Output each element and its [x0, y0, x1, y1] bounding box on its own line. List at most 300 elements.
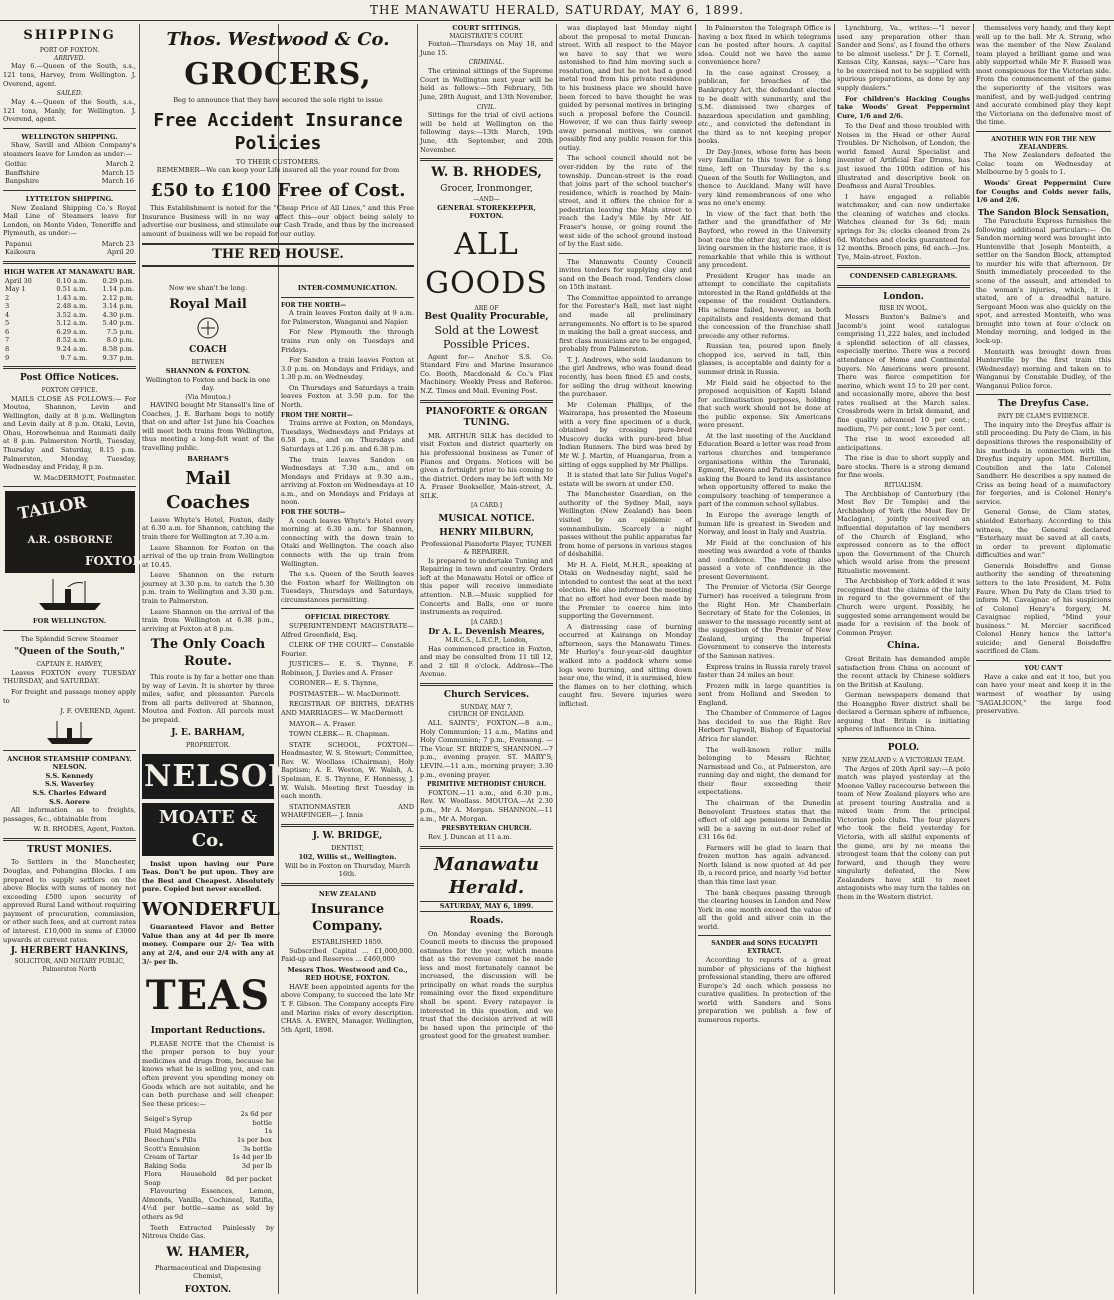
article-paragraph: A distressing case of burning occurred at Kairanga on Monday afternoon, says the Manawatu Times. Mr Hurley's four-year-old daughter walked into a paddock where some logs were burning, and sitting down near one, the wind, it is surmised, blew the flames on to her clothing, which caught fire. Severe injuries were inflicted. — [559, 622, 692, 708]
divider — [976, 131, 1111, 132]
directory-entry: SUPERINTENDENT MAGISTRATE— Alfred Greenfield, Esq. — [281, 621, 414, 639]
tide-date: 2 — [5, 293, 10, 302]
tide-date: 7 — [5, 336, 10, 345]
establishment-text: This Establishment is noted for the "Cheap Price of All Lines," and this Free Insurance Business will in no way affect this—our object being solely to advertise our business, and stimulate our Cash Trade, and thus by the increased amount of business will we be repaid for our outlay. — [142, 204, 414, 238]
tide-row — [3, 311, 136, 320]
coach-advert — [142, 284, 297, 1298]
prices-table — [142, 1110, 274, 1187]
article-paragraph: To the Deaf and those troubled with Noises in the Head or other Aural Troubles. Dr Nicholson, of London, the world famed Aural Specialist and inventor of Artificial Ear Drums, has just issued the 100th edition of his illustrated and descriptive book on Deafness and Aural Troubles. — [837, 122, 970, 191]
tide-row — [3, 294, 136, 303]
sunday-label: SUNDAY, MAY 7. — [460, 703, 513, 711]
article-paragraph: T. J. Andrews, who sold laudanum to the girl Andrews, who was found dead recently, has been fined £5 and costs, for selling the drug without knowing the purchaser. — [559, 355, 692, 399]
divider — [281, 824, 414, 827]
north-item: For New Plymouth the through trains run only on Tuesdays and Fridays. — [281, 328, 414, 354]
tide-date: 6 — [5, 327, 10, 336]
splendid-text: The Splendid Screw Steamer — [20, 634, 119, 643]
ship-date: March 16 — [101, 177, 134, 186]
divider — [837, 738, 970, 739]
only-coach-text: This route is by far a better one than by way of Levin. It is shorter by three miles, safer, and pleasanter. Parcels from all parts delivered at Shannon, Moutoa and Foxton. All parcels must be prepaid. — [142, 673, 274, 724]
grocers-sub: Beg to announce that they have secured the sole right to issue — [173, 96, 383, 105]
article-paragraph: Lynchburg, Va., writes:—"I never used any preparation other than Sander and Sons', as I found the others to be almost useless." Dr J. T. Cornell, Kansas City, Kansas, says:—"Care has to be exercised not to be supplied with spurious preparations, as done by any supply dealers." — [837, 24, 970, 92]
divider — [3, 486, 136, 487]
postmaster-signature: W. MacDERMOTT, Postmaster. — [33, 473, 136, 482]
leave-whytes: Leave Whyte's Hotel, Foxton, daily at 6.30 a.m. for Shannon, catching the train there for Wellington at 7.30 a.m. — [142, 515, 274, 542]
article-paragraph: Mr Field at the conclusion of his meeting was awarded a vote of thanks and confidence. The meeting also passed a vote of confidence in the present Government. — [698, 538, 831, 581]
article-paragraph: Generals Boisdeffre and Gonse authority the sending of threatening letters to the late President, M. Felix Faure. When Du Paty de Clam tried to inform M. Cavaignac of his suspicions of Colonel Henry's forgery, M. Cavaignac replied, "Mind your business." M. Mercier sacrificed Colonel Henry hence the latter's suicide; and General Boisdeffre sacrificed de Clam. — [976, 561, 1111, 656]
article-paragraph: Mr H. A. Field, M.H.R., speaking at Otaki on Wednesday night, said he intended to contest the seat at the next election. He also informed the meeting that no effort had ever been made by the Premier to coerce him into supporting the Government. — [559, 560, 692, 621]
article-paragraph: Farmers will be glad to learn that frozen mutton has again advanced. North Island is now quoted at 4d per lb, a record price, and nearly ½d better than this time last year. — [698, 843, 831, 886]
article-paragraph: The New Zealanders defeated the Colac team on Wednesday at Melbourne by 5 goals to 1. — [976, 151, 1111, 177]
south-item: The s.s. Queen of the South leaves the Foxton wharf for Wellington on Tuesdays, Thursdays and Saturdays, circumstances permitting. — [281, 570, 414, 604]
criminal-text: The criminal sittings of the Supreme Court in Wellington next year will be held as follows:—5th February, 5th June, 28th August, and 13th November. — [420, 67, 553, 101]
to-customers: TO THEIR CUSTOMERS. — [235, 157, 321, 166]
tide-row — [3, 285, 136, 294]
cant-heading: YOU CAN'T — [1024, 665, 1063, 673]
directory-entry: JUSTICES— E. S. Thynne, F. Robinson, J. Davies and A. Fraser — [281, 660, 414, 677]
leaves-text: Leaves FOXTON every TUESDAY THURSDAY, and SATURDAY. — [3, 668, 136, 686]
ship-name: Banffshire — [5, 168, 40, 177]
criminal-label: CRIMINAL. — [468, 59, 505, 67]
milburn-prof: Professional Pianoforte Player, TUNER & REPAIRER. — [421, 539, 552, 557]
tide-time: 8.0 p.m. — [106, 336, 134, 345]
hankins-name: J. HERBERT HANKINS, — [10, 946, 129, 957]
article-paragraph: The Archbishop of York added it was recognised that the claims of the laity in regard to the government of the Church were urgent. Possibly, he suggested some arrangement would be made for a revision of the book of Common Prayer. — [837, 577, 970, 637]
tide-date: 9 — [5, 353, 10, 362]
crest-icon — [188, 315, 228, 341]
woods-advert: Woods' Great Peppermint Cure for Coughs and Colds never fails, 1/6 and 2/6. — [976, 179, 1111, 205]
barham-name: J. E. BARHAM, — [171, 728, 245, 739]
best-quality: Best Quality Procurable, — [424, 312, 549, 323]
red-house-text: RED HOUSE, FOXTON. — [305, 974, 390, 983]
captain: CAPTAIN E. HARVEY, — [36, 661, 103, 669]
polo-heading: POLO. — [887, 743, 920, 754]
sandon-heading: The Sandon Block Sensation, — [977, 206, 1110, 217]
price-item: Flora Household Soap — [144, 1170, 217, 1187]
north-item: A train leaves Foxton daily at 9 a.m. for Palmerston, Wanganui and Napier. — [281, 309, 414, 326]
barhams: BARHAM'S — [187, 454, 229, 463]
cablegrams-heading: CONDENSED CABLEGRAMS. — [849, 272, 958, 281]
guaranteed-text: Guaranteed Flavor and Better Value than any at 4d per lb more money. Compare our 2/- Tea with any at 2/4, and our 2/4 with any at 3/- per lb. — [142, 923, 274, 966]
london-heading: London. — [883, 291, 924, 302]
article-paragraph: Monteith was brought down from Hunterville by the first train this (Wednesday) morning and taken on to Wanganui by Constable Dudley, of the Wanganui Police force. — [976, 347, 1111, 390]
general-storekeeper: GENERAL STOREKEEPER, FOXTON. — [437, 203, 536, 221]
article-paragraph: The well-known roller mills belonging to Messrs Richter, Narmstead and Co., at Palmerston, are running day and night, the demand for their flour exceeding their expectations. — [698, 745, 831, 797]
card-label: [A CARD.] — [471, 502, 502, 510]
insurance-heading: Insurance Company. — [310, 902, 385, 935]
article-paragraph: Russian tea, poured upon finely chopped ice, served in tall, thin glasses, is acceptable and dainty for a summer drink in Russia. — [698, 342, 831, 376]
article-paragraph: Mr Field said he objected to the proposed acquisition of Kapiti Island for acclimatisation purposes, holding that such work should not be done at the public expense. Six Americans were present. — [698, 378, 831, 430]
price-value: 8d per packet — [225, 1174, 272, 1183]
tide-time: 9.7 a.m. — [60, 353, 88, 362]
steamer-icon — [45, 720, 95, 746]
tide-date: 4 — [5, 310, 10, 319]
article-paragraph: Frozen milk in large quantities is sent from Holland and Sweden to England. — [698, 681, 831, 707]
trust-heading: TRUST MONIES. — [27, 844, 112, 855]
please-note: PLEASE NOTE that the Chemist is the proper person to buy your medicines and drugs from, because he knows what he is selling you, and can often prevent you spending money on Goods which are not suitable, and he can both purchase and sell cheaper. See these prices:— — [142, 1039, 274, 1108]
rise-wool-label: RISE IN WOOL. — [879, 305, 928, 313]
sailed-text: May 4.—Queen of the South, s.s., 121 tons, Manly, for Wellington. J. Overend, agent. — [3, 97, 136, 124]
coach-heading: COACH — [189, 345, 227, 356]
price-value: 1s 4d per lb — [232, 1153, 272, 1162]
article-paragraph: Dr Day-Jones, whose form has been very familiar to this town for a long time, left on Thursday by the s.s. Queen of the South for Wellington, and thence to Auckland. Many will have very kind remembrances of one who was no one's enemy. — [698, 147, 831, 208]
price-row — [142, 1170, 274, 1187]
article-paragraph: German newspapers demand that the Hoangpho River district shall be declared a German sphere of influence, arguing that Britain is initiating spheres of influence in China. — [837, 691, 970, 734]
capital-text: Subscribed Capital ... £1,000,000. Paid-up and Reserves ... £460,000 — [281, 946, 414, 964]
tide-row — [3, 354, 136, 363]
bridge-name: J. W. BRIDGE, — [312, 830, 383, 841]
meares-text: Has commenced practice in Foxton, and may be consulted from 11 till 12, and 2 till 8 o'clock. Address—The Avenue. — [420, 644, 553, 679]
ship-name: Banpshire — [5, 177, 40, 186]
ship-name: S.S. Charles Edward — [32, 788, 107, 797]
column-5 — [556, 24, 695, 1294]
price-row — [142, 1153, 274, 1162]
directory-list — [281, 622, 414, 820]
divider — [976, 394, 1111, 395]
price-value: 3s bottle — [242, 1144, 272, 1153]
grocers-heading: GROCERS, — [184, 57, 372, 93]
tide-time: 9.37 p.m. — [102, 353, 134, 362]
article-paragraph: It is stated that late Sir Julius Vogel's estate will be sworn at under £50. — [559, 471, 692, 488]
tide-time: 6.29 a.m. — [56, 327, 88, 336]
flavouring: Flavouring Essences, Lemon, Almonds, Vanilla, Cochineal, Ratifia, 4½d per bottle—same as sold by others as 9d — [142, 1187, 274, 1222]
divider — [3, 261, 136, 264]
lyttelton-shipping-heading: LYTTELTON SHIPPING. — [25, 195, 114, 204]
article-paragraph: For children's Hacking Coughs take Woods' Great Peppermint Cure, 1/6 and 2/6. — [837, 94, 970, 120]
rhodes-agent: W. B. RHODES, Agent, Foxton. — [33, 825, 136, 834]
herald-nameplate: Manawatu Herald. — [434, 853, 539, 898]
tide-time: 9.24 a.m. — [56, 345, 88, 354]
article-paragraph: The Parachute Express furnishes the following additional particulars:— On Sandon morning word was brought into Huntenville that Joseph Monteith, a settler on the Sandon Block, attempted to murder his wife that afternoon. Dr Smith immediately proceeded to the scene of the assault, and attended to the woman's injuries, which, it is stated, are of a dreadful nature. Sergeant Moon was also quickly on the spot, and arrested Monteith, who was brought into town at four o'clock on Monday morning, and lodged in the lock-up. — [976, 217, 1111, 345]
card-label: [A CARD.] — [471, 618, 502, 626]
divider — [3, 128, 136, 129]
from-north-item: The train leaves Sandon on Wednesdays at 7.30 a.m., and on Mondays and Fridays at 9.30 a.m., arriving at Foxton on Wednesdays at 10 a.m., and on Mondays and Fridays at noon. — [281, 455, 414, 507]
for-north-label: FOR THE NORTH— — [281, 301, 347, 309]
price-item: Seigel's Syrup — [144, 1114, 192, 1123]
hamer-sub: Pharmaceutical and Dispensing Chemist, — [155, 1263, 261, 1281]
article-paragraph: In Europe the average length of human life is greatest in Sweden and Norway, and least in Italy and Austria. — [698, 510, 831, 537]
divider — [3, 838, 136, 841]
directory-entry: MAYOR— A. Fraser. — [289, 719, 357, 728]
westwood-heading: Thos. Westwood & Co. — [166, 29, 390, 50]
tide-time: 7.5 p.m. — [106, 327, 134, 336]
proprietor: PROPRIETOR. — [185, 742, 231, 750]
insist-text: Insist upon having our Pure Teas. Don't be put upon. They are the Best and Cheapest. Absolutely pure. Copied but never excelled. — [142, 859, 274, 894]
price-value: 1s per box — [237, 1135, 272, 1144]
church-text: ALL SAINTS', FOXTON.—8 a.m., Holy Communion; 11 a.m., Matins and Holy Communion; 7 p.m., Evensong. —The Vicar. ST. BRIDE'S, SHANNON.—7 p.m., evening prayer. ST. MARY'S, LEVIN.—11 a.m., morning prayer; 3.30 p.m., evening prayer. — [420, 719, 553, 779]
tide-time: 4.30 p.m. — [102, 310, 134, 319]
ship-name: S.S. Waverley — [44, 780, 95, 789]
tide-time: 3.52 a.m. — [56, 310, 88, 319]
nz-heading: NEW ZEALAND — [318, 889, 377, 898]
tide-time: 1.14 p.m. — [102, 285, 134, 294]
sander-heading: SANDER and SONS EUCALYPTI EXTRACT. — [711, 940, 818, 956]
wellington-back: Wellington to Foxton and back in one day. — [145, 375, 271, 393]
ships-text: All information as to freights, passages, &c., obtainable from — [3, 806, 136, 823]
article-paragraph: The Chamber of Commerce of Lagos has decided to sue the Right Rev Herbert Tugwell, Bishop of Equatorial Africa for slander. — [698, 709, 831, 743]
tailor-advert-graphic — [5, 491, 143, 573]
table-row — [3, 240, 136, 249]
ship-name: Papanui — [5, 239, 32, 248]
divider — [420, 683, 553, 686]
piano-heading: PIANOFORTE & ORGAN TUNING. — [425, 406, 548, 429]
civil-label: CIVIL. — [476, 103, 497, 111]
agent-for-text: Agent for— Anchor S.S. Co. Standard Fire and Marine Insurance Co. Booth, Macdonald & Co.'s Flax Machinery. Weekly Press and Referee. N.Z. Times and Mail. Evening Post. — [420, 352, 553, 395]
free-accident-heading: Free Accident Insurance Policies — [153, 109, 403, 155]
freight-text: For freight and passage money apply to — [3, 688, 136, 705]
divider — [698, 935, 831, 936]
column-6 — [695, 24, 834, 1294]
wonderful-heading: WONDERFUL — [142, 898, 280, 920]
tide-row — [3, 302, 136, 311]
rhodes-heading: W. B. RHODES, — [431, 165, 542, 181]
milburn-name: HENRY MILBURN, — [439, 527, 534, 538]
tide-date: 8 — [5, 345, 10, 354]
directory-entry: POSTMASTER— W. MacDermott. — [289, 689, 401, 698]
foxton-label: FOXTON. — [184, 1284, 232, 1295]
table-row — [3, 248, 136, 257]
article-paragraph: The Manchester Guardian, on the authority of the Sydney Mail, says Wellington (New Zealand) has been visited by an epidemic of somnambulism. Scarcely a night passes without the public apparatus far from home of persons in various stages of déshabillé. — [559, 490, 692, 559]
hankins-sub: SOLICITOR, AND NOTARY PUBLIC, Palmerston North — [14, 957, 125, 973]
divider — [420, 158, 553, 161]
port-heading: PORT OF FOXTON. — [39, 46, 100, 54]
price-item: Cream of Tartar — [144, 1153, 198, 1162]
magistrate-heading: MAGISTRATE'S COURT. — [449, 32, 524, 40]
mails-text: MAILS CLOSE AS FOLLOWS:— For Moutoa, Shannon, Levin and Wellington, daily at 8 p.m. Wellington and Levin daily at 8 p.m. Otaki, Levin, Ohau, Horowhenua and Raumati daily at 8 p.m. Palmerston North, Tuesday, Thursday and Saturday, 8.15 p.m. Palmerston, Monday, Tuesday, Wednesday and Friday, 8 p.m. — [3, 394, 136, 472]
messrs-text: Messrs Thos. Westwood and Co., — [287, 965, 408, 974]
anchor-company: ANCHOR STEAMSHIP COMPANY. — [7, 754, 132, 763]
tide-time: 0.10 a.m. — [56, 276, 88, 285]
article-paragraph: The chairman of the Dunedin Benevolent Trustees states that the effect of old age pensions in Dunedin will be a saving in out-door relief of £31 16s 6d. — [698, 798, 831, 842]
herald-date: SATURDAY, MAY 6, 1899. — [420, 901, 553, 912]
via-moutoa: (Via Moutoa.) — [185, 392, 231, 401]
price-item: Scott's Emulsion — [144, 1144, 200, 1153]
red-house-heading: THE RED HOUSE. — [142, 243, 414, 268]
column-8 — [973, 24, 1114, 1294]
for-wellington-heading: FOR WELLINGTON. — [32, 617, 107, 626]
piano-text: MR. ARTHUR SILK has decided to visit Foxton and district quarterly on his professional business as Tuner of Pianos and Organs. Notices will be given a fortnight prior to his coming to the district. Orders may be left with Mr A. Fraser Bookseller, Main-street, A. SILK. — [420, 431, 553, 500]
article-paragraph: Mr Coleman Phillips, of the Wairarapa, has presented the Museum with a very fine specimen of a duck, obtained by crossing pure-bred Muscovy ducks with pure-bred blue Indian Runners. The bird was bred by Mr W. J. Martin, of Huangarua, from a sitting of eggs supplied by Mr Phillips. — [559, 400, 692, 469]
leave-arrival: Leave Shannon on the arrival of the train from Wellington at 6.38 p.m., arriving at Foxton at 8 p.m. — [142, 607, 274, 633]
tide-time: 8.58 p.m. — [102, 345, 134, 354]
and-label: —AND— — [473, 195, 500, 203]
table-row — [3, 169, 136, 178]
cant-text: Have a cake and eat it too, but you can have your meat and keep it in the warmest of weather by using "SAGALICON," the large food preservative. — [976, 672, 1111, 716]
article-paragraph: themselves very handy, and they kept well up to the ball. Mr A. Strang, who was the member of the New Zealand team played a brilliant game and was ably supported while Mr F. Russell was most conspicuous for the Victorian side. From the commencement of the game the superiority of the visitors was manifest, and by well-judged centring and accurate combined play they kept the Victorians on the defensive most of the time. — [976, 24, 1111, 127]
column-3 — [278, 284, 417, 1294]
ship-name: Gothic — [5, 160, 27, 169]
price-value: 1s — [264, 1127, 272, 1136]
tide-date: April 30 — [5, 276, 32, 285]
tide-time: 1.43 a.m. — [56, 293, 88, 302]
lyttelton-shipping-text: New Zealand Shipping Co.'s Royal Mail Line of Steamers leave for London, on Monte Video, Teneriffe and Plymouth, as under:— — [3, 203, 136, 238]
moate-banner: MOATE & Co. — [142, 803, 274, 856]
polo-sub: NEW ZEALAND v. A VICTORIAN TEAM. — [842, 756, 965, 764]
ship-name: S.S. Aorere — [49, 797, 90, 806]
will-be-text: Will be in Foxton on Thursday, March 16th. — [284, 861, 411, 879]
sold-text: Sold at the Lowest Possible Prices. — [434, 324, 539, 352]
lyttelton-shipping-table — [3, 240, 136, 257]
article-paragraph: The Archbishop of Canterbury (the Most Rev Dr Temple) and the Archbishop of York (the Most Rev Dr Maclagan), jointly received an influential deputation of lay members of the Church of England, who expressed concern as to the effect upon the Government of the Church which would arise from the present Ritualistic movement. — [837, 489, 970, 575]
directory-entry: REGISTRAR OF BIRTHS, DEATHS AND MARRIAGES— W. MacDermott — [281, 700, 414, 718]
price-item: Baking Soda — [144, 1161, 187, 1170]
article-paragraph: was displayed last Monday night about the proposal to metal Duncan-street. With all respect to the Mayor we have to say that we were astonished to find him moving such a resolution, and but he not had a good metal road from his private residence to his business place we should have been forced to have thought he was guided by personal motives in bringing such a proposal before the Council. However, if we can thus fairly sweep away personal motives, we cannot possibly find any public reason for this outlay. — [559, 24, 692, 152]
shipping-heading: SHIPPING — [23, 28, 116, 43]
article-paragraph: Great Britain has demanded ample satisfaction from China on account of the recent attack by Chinese soldiers on the British at Kaulung. — [837, 654, 970, 689]
article-paragraph: The Committee appointed to arrange for the Forester's Hall, met last night and made all preliminary arrangements. No effort is to be spared in making the ball a great success, and first class musicians are to be engaged, probably from Palmerston. — [559, 293, 692, 354]
royal-mail: Royal Mail — [169, 296, 247, 312]
divider — [3, 190, 136, 191]
article-paragraph: Messrs Buxton's Balme's and Jacomb's joint wool catalogue comprising 11,222 bales, and included a splendid selection of all classes, especially merino. There was a record attendance of Home and Continental buyers. No Americans were present. There was fierce competition for merino, which went 15 to 20 per cent. and occasionally more, above the best rates realised at the March sales. Crossbreds were in brisk demand, and fine quality advanced 10 per cent.; medium, 7½ per cent.; low 5 per cent. — [837, 313, 970, 433]
intercomm-heading: INTER-COMMUNICATION. — [297, 284, 398, 292]
article-paragraph: The Manawatu County Council invites tenders for supplying clay and sand on the Beach road. Tenders close on 15th instant. — [559, 257, 692, 292]
shannon-foxton: SHANNON & FOXTON. — [165, 366, 251, 375]
for-south-label: FOR THE SOUTH— — [281, 508, 346, 516]
court-text: Foxton—Thursdays on May 18, and June 15. — [420, 40, 553, 57]
teas-heading: TEAS — [145, 972, 271, 1020]
only-coach-heading: The Only Coach Route. — [150, 637, 266, 670]
ship-name: S.S. Kennedy — [45, 771, 94, 780]
roads-heading: Roads. — [469, 915, 504, 926]
price-value: 3d per lb — [241, 1161, 272, 1170]
dreyfus-heading: The Dreyfus Case. — [997, 399, 1090, 410]
article-paragraph: The rise in wool exceeded all anticipations. — [837, 435, 970, 452]
post-notices-heading: Post Office Notices. — [19, 373, 120, 384]
foxton-office-heading: FOXTON OFFICE. — [41, 386, 98, 394]
paty-label: PATY DE CLAM'S EVIDENCE. — [997, 413, 1090, 421]
overend-agent: J. F. OVEREND, Agent. — [60, 707, 136, 716]
sailed-label: SAILED. — [56, 90, 83, 98]
steamer-icon — [35, 577, 105, 613]
shall-be-long: Now we shan't be long. — [168, 284, 248, 292]
directory-entry: TOWN CLERK— R. Chapman. — [289, 730, 390, 739]
arrived-label: ARRIVED. — [54, 54, 85, 62]
mail-coaches-heading: Mail Coaches — [166, 468, 250, 513]
column-7 — [834, 24, 973, 1294]
north-item: On Thursdays and Saturdays a train leaves Foxton at 3.50 p.m. for the North. — [281, 383, 414, 409]
trust-text: To Settlers in the Manchester, Douglas, and Pohangina Blocks. I am prepared to supply settlers on the above Blocks with sums of money not exceeding £500 upon security of approved Rural Land without requiring payment of procuration, commission, or other such fees, and at current rates of interest. £10,000 in sums of £3000 upwards at current rates. — [3, 858, 136, 944]
tide-time: 2.48 a.m. — [56, 302, 88, 311]
tide-time: 2.12 p.m. — [102, 293, 134, 302]
article-paragraph: The bank cheques passing through the clearing houses in London and New York in one month exceed the value of all the gold and silver coin in the world. — [698, 888, 831, 931]
divider — [420, 846, 553, 849]
primitive-text: FOXTON.—11 a.m., and 6.30 p.m., Rev. W. Woollass. MOUTOA.—At 2.30 p.m., Mr A. Morgan. SHANNON.—11 a.m., Mr A. Morgan. — [420, 788, 553, 823]
another-win-heading: ANOTHER WIN FOR THE NEW ZEALANDERS. — [991, 135, 1096, 151]
table-row — [3, 160, 136, 169]
fifty-pounds-heading: £50 to £100 Free of Cost. — [150, 179, 406, 201]
leave-return: Leave Shannon on the return journey at 3.30 p.m. to catch the 5.30 p.m. train to Wellington and 3.30 p.m. train to Palmerston. — [142, 571, 274, 605]
tailor-town: FOXTON — [84, 554, 143, 569]
court-heading: COURT SITTINGS. — [452, 24, 521, 32]
north-item: For Sandon a train leaves Foxton at 3.0 p.m. on Mondays and Fridays, and 1.30 p.m. on Wednesday. — [281, 356, 414, 382]
article-paragraph: President Kruger has made an attempt to conciliate the capitalists interested in the Rand goldfields at the expense of the resident Outlanders. His scheme failed, however, as both capitalists and residents demand that the concession of the franchise shall precede any other reforms. — [698, 271, 831, 340]
musical-heading: MUSICAL NOTICE. — [438, 514, 535, 525]
article-paragraph: In Palmerston the Telegraph Office is having a box fixed in which telegrams can be posted after hours. A capital idea. Could not we have the same convenience here? — [698, 24, 831, 67]
high-water-heading: HIGH WATER AT MANAWATU BAR. — [3, 267, 136, 276]
tide-date: May 1 — [5, 285, 26, 294]
primitive-heading: PRIMITIVE METHODIST CHURCH. — [426, 781, 546, 789]
divider — [281, 883, 414, 886]
directory-entry: CLERK OF THE COURT— Constable Fourier. — [281, 641, 414, 658]
divider — [3, 366, 136, 369]
willis-address: 102, Willis st., Wellington. — [298, 853, 397, 862]
price-item: Beecham's Pills — [144, 1135, 197, 1144]
article-paragraph: The school council should not be over-ridden by the rate of the township. Duncan-street is the road that joins part of the school teacher's residence, which is reached by Main-street, and it offers the choice for a pedestrian leaving the Main street to reach the Lady's Mile by Mr Alf. Fraser's house, or going round the west side of the school ground instead of by the East side. — [559, 154, 692, 249]
divider — [3, 750, 136, 751]
tide-row — [3, 336, 136, 345]
directory-entry: STATIONMASTER AND WHARFINGER— J. Innis — [281, 802, 414, 820]
tide-row — [3, 319, 136, 328]
coe-label: CHURCH OF ENGLAND. — [448, 711, 525, 719]
tailor-name: A.R. OSBORNE — [27, 535, 112, 547]
nelson-heading: NELSON. — [52, 763, 87, 772]
hamer-name: W. HAMER, — [166, 1244, 250, 1260]
tide-table — [3, 277, 136, 363]
article-paragraph: General Gonse, de Clam states, shielded Esterhazy. According to this witness, the General declared "Esterhazy must be saved at all costs, in order to prevent diplomatic difficulties and war." — [976, 508, 1111, 560]
tide-time: 0.51 a.m. — [56, 285, 88, 294]
leave-shannon: Leave Shannon for Foxton on the arrival of the up train from Wellington at 10.45. — [142, 543, 274, 569]
article-paragraph: Express trains in Russia rarely travel faster than 24 miles an hour. — [698, 662, 831, 680]
table-row — [3, 177, 136, 186]
rhodes-sub: Grocer, Ironmonger, — [440, 184, 533, 195]
article-paragraph: According to reports of a great number of physicians of the highest professional standing, there are offered Europe's 2d each which possess no curative qualities. In protection of the world with Sanders and Sons preparation we publish a few of numerous reports. — [698, 955, 831, 1024]
from-north-item: Trains arrive at Foxton, on Mondays, Tuesdays, Wednesdays and Fridays at 6.58 p.m., and on Thursdays and Saturdays at 1.26 p.m. and 6.38 p.m. — [281, 419, 414, 454]
divider — [976, 660, 1111, 661]
article-paragraph: In view of the fact that both the father and the grandfather of Mr Bayford, who rowed in the University boat race the other day, are the oldest living oarsmen in the historic race, it is remarkable that while this is without any precedent. — [698, 209, 831, 270]
wellington-shipping-text: Shaw, Savill and Albion Company's steamers leave for London as under:— — [3, 141, 136, 158]
from-north-label: FROM THE NORTH— — [281, 411, 353, 419]
price-row — [142, 1136, 274, 1145]
price-row — [142, 1145, 274, 1154]
masthead: THE MANAWATU HERALD, SATURDAY, MAY 6, 1899. — [0, 0, 1114, 21]
directory-entry: STATE SCHOOL, FOXTON— Headmaster, W. S. Stewart; Committee, Rev. W. Woollass (Chairman), Holy Baptism; A. E. Weston, W. Walsh, A. Spelman, E. S. Thynne, F. Hennessy, J. W. Walsh. Meeting first Tuesday in each month. — [281, 740, 414, 801]
meares-name: Dr A. L. Devenish Meares, — [428, 626, 545, 637]
teeth: Teeth Extracted Painlessly by Nitrous Oxide Gas. — [142, 1223, 274, 1241]
tide-date: 5 — [5, 319, 10, 328]
wellington-shipping-heading: WELLINGTON SHIPPING. — [21, 132, 118, 141]
arrived-text: May 6.—Queen of the South, s.s., 121 tons, Harvey, from Wellington. J. Overend, agent. — [3, 62, 136, 88]
divider — [837, 285, 970, 288]
ship-date: March 15 — [101, 168, 134, 177]
directory-entry: CORONER— E. S. Thynne, — [289, 679, 379, 688]
wellington-shipping-table — [3, 160, 136, 186]
are-of-label: ARE OF — [474, 304, 499, 312]
tide-time: 0.29 p.m. — [102, 276, 134, 285]
tide-row — [3, 345, 136, 354]
presby-heading: PRESBYTERIAN CHURCH. — [441, 825, 532, 833]
tide-row — [3, 277, 136, 286]
ritualism-label: RITUALISM. — [884, 481, 923, 489]
tide-time: 5.40 p.m. — [102, 319, 134, 328]
article-paragraph: The Premier of Victoria (Sir George Turner) has received a telegram from the Right Hon. Mr Chamberlain Secretary of State for the Colonies, in answer to the message recently sent at the suggestion of the Premier of New Zealand, urging the Imperial Government to conserve the interests of the Samoan natives. — [698, 583, 831, 660]
tide-date: 3 — [5, 302, 10, 311]
tide-time: 3.14 p.m. — [102, 302, 134, 311]
between-label: BETWEEN — [191, 359, 225, 367]
article-paragraph: The rise is due to short supply and bare stocks. There is a strong demand for fine wools. — [837, 454, 970, 480]
important-heading: Important Reductions. — [150, 1026, 266, 1037]
price-value: 2s 6d per bottle — [240, 1110, 272, 1127]
nelson-banner: NELSON — [142, 754, 274, 799]
official-directory-heading: OFFICIAL DIRECTORY. — [304, 613, 391, 622]
ship-date: March 2 — [105, 160, 134, 169]
tide-time: 5.12 a.m. — [56, 319, 88, 328]
article-paragraph: The Argos of 20th April say:—A polo match was played yesterday at the Moonee Valley racecourse between the team of New Zealand players who are at present touring Australia and a mixed team from the principal Victorian polo clubs. The four players who took the field yesterday for Victoria, with all skilful exponents of the game, are by no means the strongest team that the colony can put forward, and though they were singularly defeated, the New Zealanders have still to meet antagonists who may turn the tables on them in the Western district. — [837, 764, 970, 901]
remember-text: REMEMBER—We can keep your Life insured all the year round for from — [156, 166, 400, 175]
article-paragraph: I have engaged a reliable watchmaker, and can now undertake the cleaning of watches and clocks. Watches cleaned for 3s 6d; main springs for 3s; clocks cleaned from 2s 6d. Watches and clocks guaranteed for 12 months. Brooch pins, 6d each.—Jos. Tye, Main-street, Foxton. — [837, 192, 970, 261]
having-bought: HAVING bought Mr Stansell's line of Coaches, J. E. Barham begs to notify that on and after 1st June his Coaches will meet both trains from Wellington, thus meeting a long-felt want of the travelling public. — [142, 401, 274, 452]
meares-sub: M.R.C.S., L.R.C.P., London, — [445, 636, 528, 644]
china-heading: China. — [887, 641, 920, 652]
queen-of-the-south: "Queen of the South," — [14, 647, 125, 658]
